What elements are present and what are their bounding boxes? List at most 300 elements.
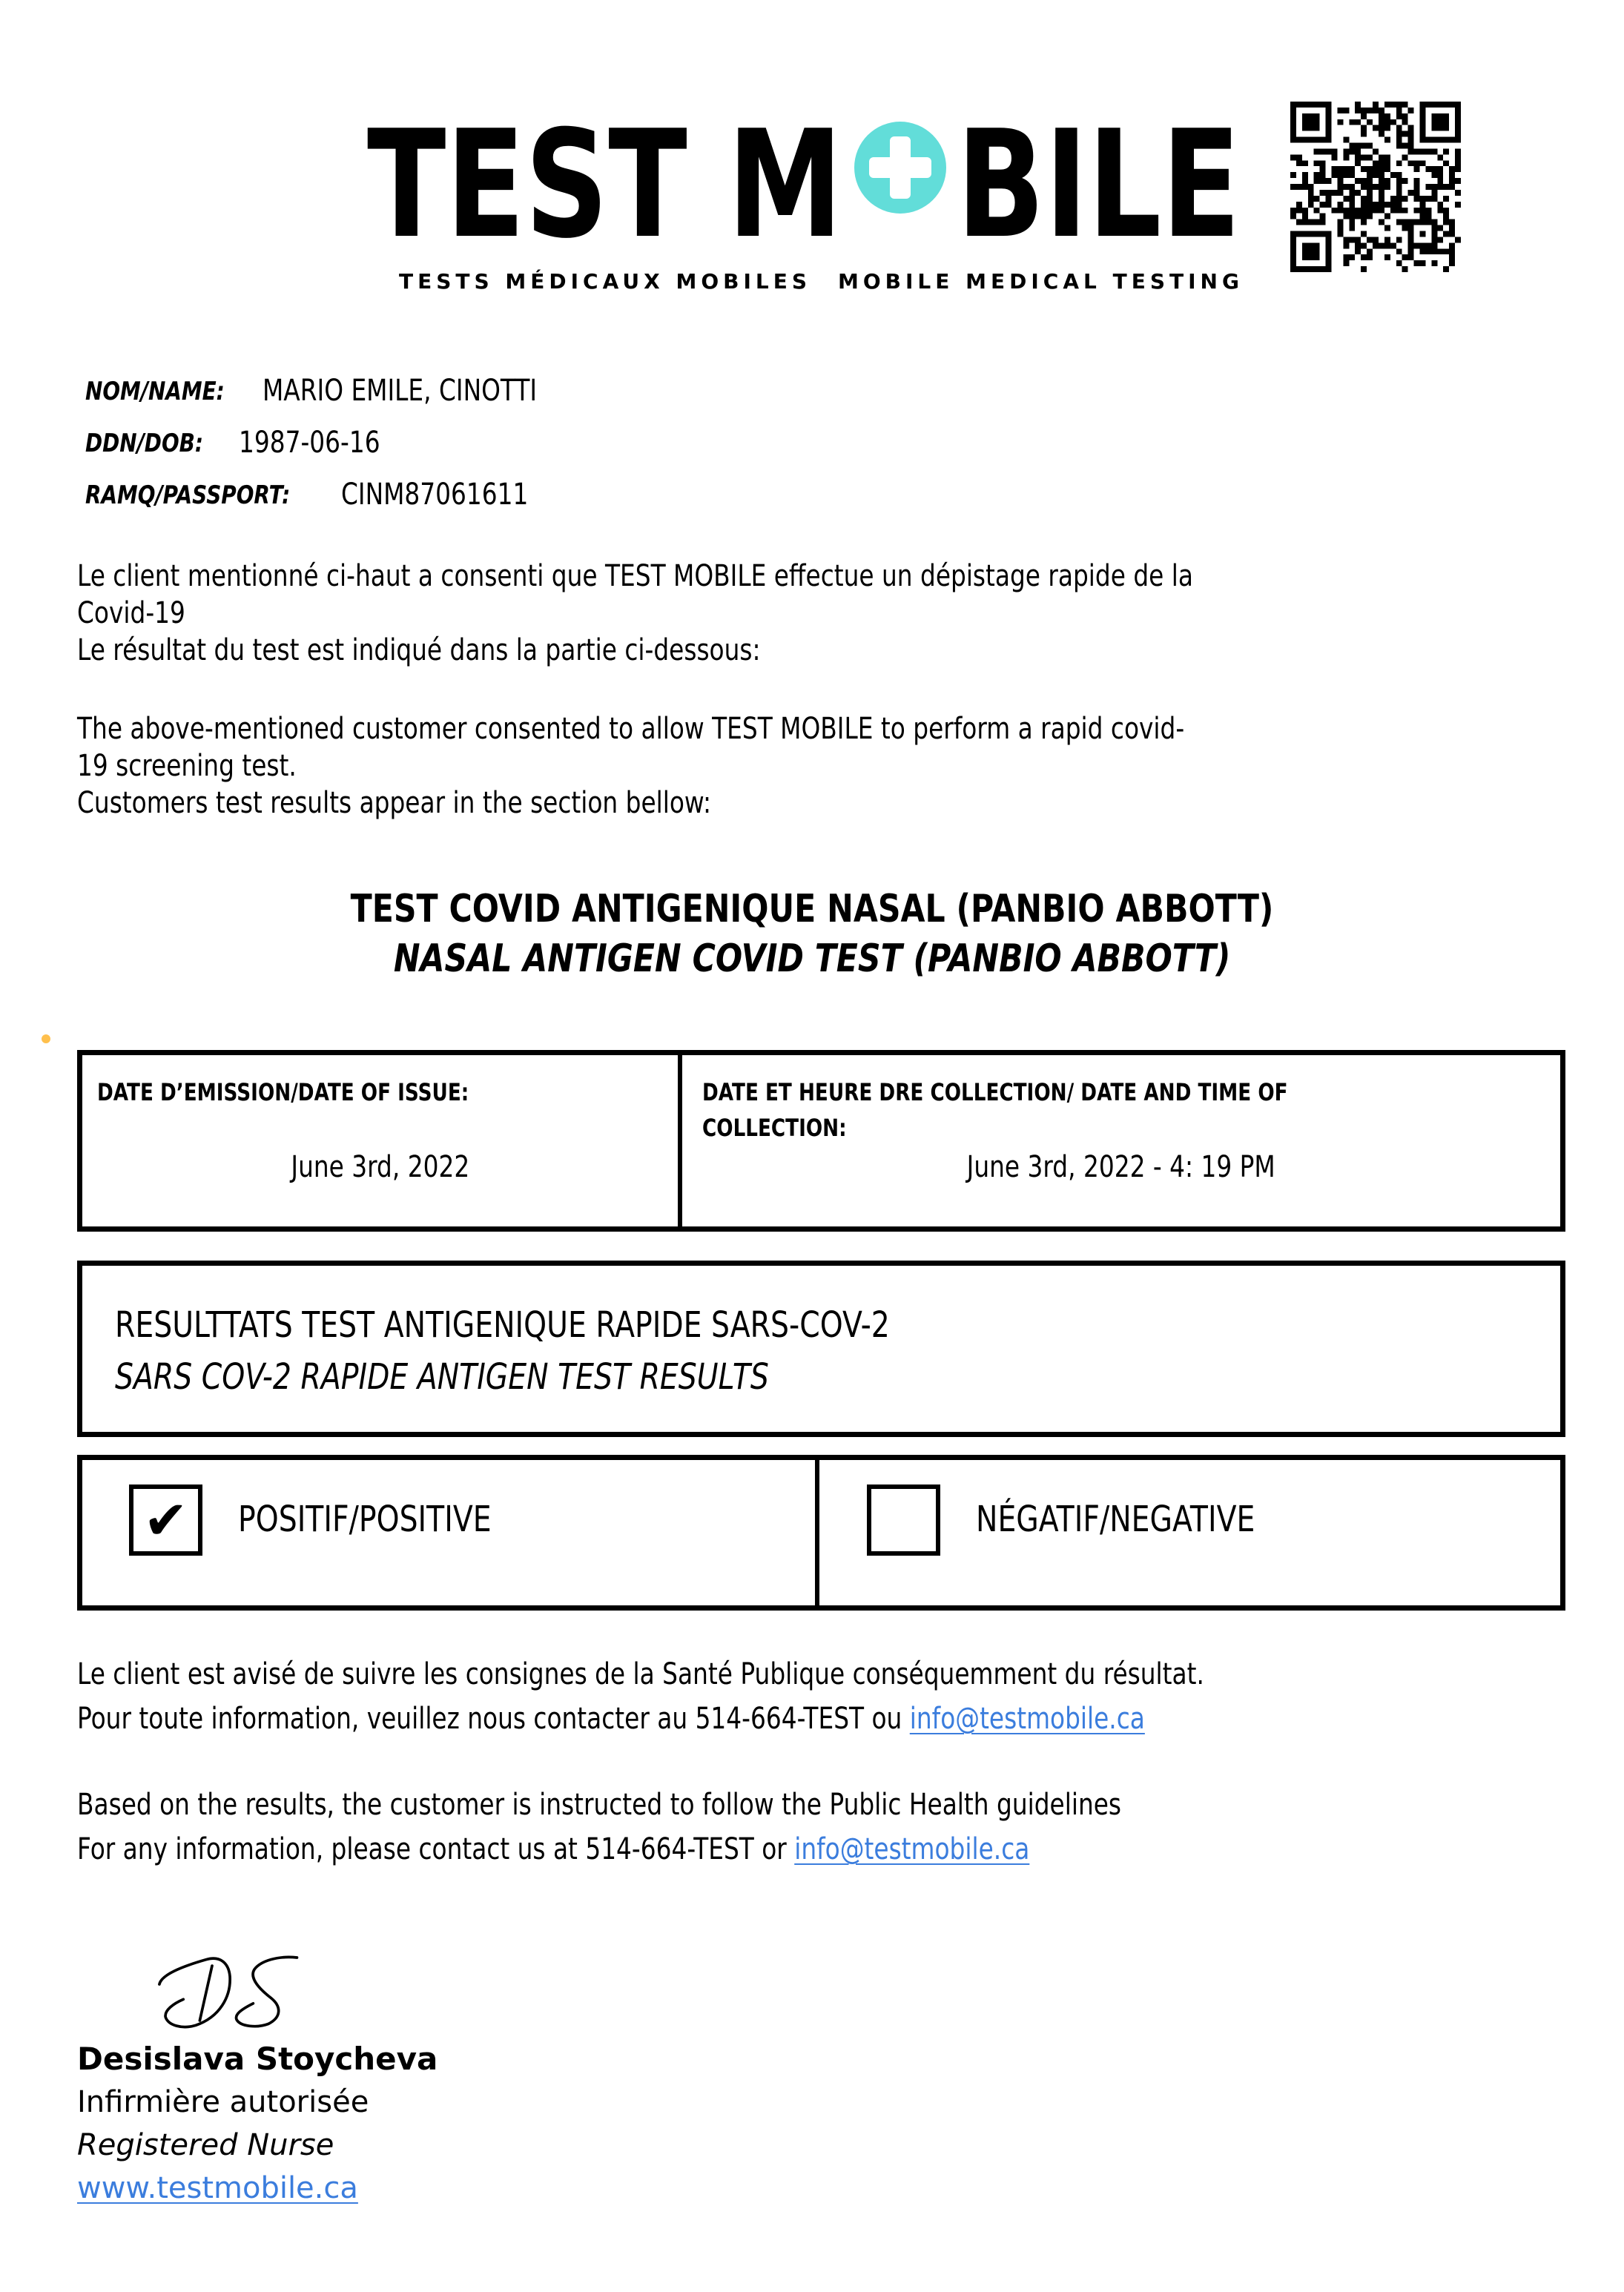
qr-module [1402, 131, 1408, 137]
qr-module [1431, 172, 1437, 178]
qr-module [1326, 190, 1332, 196]
qr-module [1314, 172, 1320, 178]
qr-module [1373, 208, 1379, 214]
qr-module [1326, 148, 1332, 154]
qr-module [1419, 248, 1425, 254]
qr-module [1419, 214, 1425, 219]
qr-module [1326, 196, 1332, 202]
qr-module [1355, 208, 1361, 214]
qr-module [1419, 160, 1425, 166]
qr-module [1455, 178, 1461, 184]
collection-date-label-line2: COLLECTION: [702, 1114, 847, 1142]
qr-module [1355, 214, 1361, 219]
qr-module [1332, 154, 1338, 160]
qr-module [1443, 184, 1449, 190]
qr-module [1425, 148, 1431, 154]
qr-module [1425, 208, 1431, 214]
qr-module [1373, 172, 1379, 178]
qr-module [1431, 248, 1437, 254]
qr-module [1425, 184, 1431, 190]
qr-module [1414, 178, 1420, 184]
qr-module [1290, 208, 1296, 214]
qr-module [1373, 237, 1379, 242]
qr-module [1449, 184, 1455, 190]
qr-module [1384, 237, 1390, 242]
qr-module [1449, 231, 1455, 237]
qr-module [1355, 119, 1361, 125]
qr-module [1296, 202, 1302, 208]
qr-module [1314, 148, 1320, 154]
qr-module [1367, 108, 1373, 113]
qr-module [1290, 214, 1296, 219]
qr-module [1379, 154, 1384, 160]
qr-module [1390, 102, 1396, 108]
collection-date-value: June 3rd, 2022 - 4: 19 PM [966, 1150, 1276, 1184]
qr-module [1361, 184, 1367, 190]
qr-module [1379, 119, 1384, 125]
qr-module [1296, 160, 1302, 166]
qr-module [1437, 208, 1443, 214]
qr-module [1320, 148, 1326, 154]
qr-module [1355, 143, 1361, 149]
qr-module [1314, 208, 1320, 214]
results-heading-box [77, 1261, 1565, 1437]
qr-module [1332, 172, 1338, 178]
qr-module [1402, 113, 1408, 119]
qr-module [1349, 196, 1355, 202]
qr-module [1296, 184, 1302, 190]
qr-module [1437, 237, 1443, 242]
qr-module [1355, 237, 1361, 242]
qr-module [1349, 190, 1355, 196]
qr-module [1431, 166, 1437, 172]
qr-module [1419, 231, 1425, 237]
qr-module [1320, 190, 1326, 196]
qr-module [1396, 143, 1402, 149]
collection-date-label: DATE ET HEURE DRE COLLECTION/ DATE AND TIME OF [702, 1078, 1288, 1106]
qr-module [1455, 202, 1461, 208]
qr-module [1396, 102, 1402, 108]
qr-module [1361, 166, 1367, 172]
consent-fr-line: Le client mentionné ci-haut a consenti que TEST MOBILE effectue un dépistage rapide de la [77, 559, 1193, 593]
qr-module [1337, 166, 1343, 172]
qr-module [1437, 178, 1443, 184]
qr-module [1396, 260, 1402, 266]
qr-module [1396, 237, 1402, 242]
qr-module [1414, 160, 1420, 166]
name-value: MARIO EMILE, CINOTTI [263, 374, 538, 408]
qr-module [1343, 148, 1349, 154]
qr-module [1361, 254, 1367, 260]
qr-module [1402, 154, 1408, 160]
results-divider [815, 1460, 819, 1605]
medical-cross-icon [853, 120, 948, 215]
qr-module [1302, 113, 1320, 131]
qr-module [1425, 214, 1431, 219]
qr-module [1402, 225, 1408, 231]
qr-module [1337, 219, 1343, 225]
qr-module [1408, 148, 1414, 154]
qr-module [1408, 125, 1414, 131]
website-link[interactable]: www.testmobile.ca [77, 2171, 358, 2205]
qr-module [1349, 208, 1355, 214]
qr-module [1455, 148, 1461, 154]
qr-module [1320, 214, 1326, 219]
qr-module [1343, 166, 1349, 172]
qr-module [1320, 219, 1326, 225]
qr-module [1349, 119, 1355, 125]
signature-icon [133, 1949, 326, 2038]
qr-module [1384, 178, 1390, 184]
qr-module [1349, 254, 1355, 260]
qr-module [1367, 208, 1373, 214]
negative-checkbox[interactable] [867, 1484, 940, 1556]
instructions-en-line1: Based on the results, the customer is instructed to follow the Public Health guidelines [77, 1788, 1122, 1822]
dob-value: 1987-06-16 [239, 426, 380, 460]
email-link-en[interactable]: info@testmobile.ca [794, 1832, 1030, 1866]
qr-module [1320, 172, 1326, 178]
qr-module [1455, 166, 1461, 172]
qr-module [1396, 202, 1402, 208]
qr-module [1361, 202, 1367, 208]
qr-module [1349, 202, 1355, 208]
qr-code-icon [1290, 102, 1461, 272]
qr-module [1408, 248, 1414, 254]
qr-module [1361, 125, 1367, 131]
qr-module [1384, 119, 1390, 125]
qr-module [1343, 254, 1349, 260]
qr-module [1414, 166, 1420, 172]
qr-module [1402, 143, 1408, 149]
qr-module [1373, 125, 1379, 131]
qr-module [1296, 208, 1302, 214]
qr-module [1396, 108, 1402, 113]
qr-module [1379, 202, 1384, 208]
instructions-en [77, 1783, 1350, 1872]
qr-module [1379, 172, 1384, 178]
qr-module [1449, 219, 1455, 225]
qr-module [1367, 237, 1373, 242]
qr-module [1367, 178, 1373, 184]
qr-module [1379, 166, 1384, 172]
qr-module [1343, 237, 1349, 242]
qr-module [1343, 108, 1349, 113]
qr-module [1408, 143, 1414, 149]
qr-module [1320, 166, 1326, 172]
qr-module [1449, 248, 1455, 254]
dates-divider [678, 1055, 682, 1226]
qr-module [1396, 196, 1402, 202]
qr-module [1373, 102, 1379, 108]
qr-module [1302, 214, 1308, 219]
qr-module [1302, 178, 1308, 184]
dob-label: DDN/DOB: [85, 429, 204, 458]
qr-module [1355, 178, 1361, 184]
test-title-fr: TEST COVID ANTIGENIQUE NASAL (PANBIO ABBOTT) [350, 887, 1274, 931]
qr-module [1408, 160, 1414, 166]
qr-module [1443, 148, 1449, 154]
qr-module [1379, 113, 1384, 119]
qr-module [1402, 208, 1408, 214]
positive-label: POSITIF/POSITIVE [238, 1499, 492, 1540]
qr-module [1361, 214, 1367, 219]
qr-module [1419, 208, 1425, 214]
qr-module [1437, 154, 1443, 160]
issue-date-label: DATE D’EMISSION/DATE OF ISSUE: [97, 1078, 469, 1106]
qr-module [1396, 208, 1402, 214]
qr-module [1308, 202, 1314, 208]
logo-tagline-fr: TESTS MÉDICAUX MOBILES [399, 269, 812, 294]
qr-module [1326, 202, 1332, 208]
qr-module [1367, 166, 1373, 172]
qr-module [1343, 184, 1349, 190]
qr-module [1449, 260, 1455, 266]
id-value: CINM87061611 [341, 478, 529, 512]
dates-table [77, 1050, 1565, 1232]
qr-module [1367, 214, 1373, 219]
qr-module [1343, 260, 1349, 266]
qr-module [1414, 148, 1420, 154]
consent-fr-line: Covid-19 [77, 596, 185, 630]
qr-module [1396, 160, 1402, 166]
qr-module [1443, 231, 1449, 237]
qr-module [1355, 154, 1361, 160]
qr-module [1337, 119, 1343, 125]
marker-dot [42, 1034, 50, 1043]
qr-module [1337, 225, 1343, 231]
qr-module [1402, 219, 1408, 225]
qr-module [1437, 172, 1443, 178]
qr-module [1437, 202, 1443, 208]
qr-module [1361, 231, 1367, 237]
qr-module [1361, 154, 1367, 160]
qr-module [1361, 219, 1367, 225]
qr-module [1314, 160, 1320, 166]
qr-module [1396, 190, 1402, 196]
qr-module [1320, 178, 1326, 184]
qr-module [1332, 166, 1338, 172]
qr-module [1431, 113, 1449, 131]
instructions-fr-line2: Pour toute information, veuillez nous contacter au 514-664-TEST ou [77, 1702, 910, 1736]
qr-module [1373, 160, 1379, 166]
qr-module [1302, 160, 1308, 166]
qr-module [1308, 219, 1314, 225]
qr-module [1361, 143, 1367, 149]
consent-en-line: Customers test results appear in the section bellow: [77, 786, 712, 820]
qr-module [1396, 219, 1402, 225]
qr-module [1296, 154, 1302, 160]
email-link-fr[interactable]: info@testmobile.ca [909, 1702, 1145, 1736]
qr-module [1367, 154, 1373, 160]
qr-module [1379, 196, 1384, 202]
qr-module [1455, 154, 1461, 160]
signer-title-en: Registered Nurse [77, 2128, 334, 2162]
qr-module [1349, 148, 1355, 154]
qr-module [1437, 248, 1443, 254]
qr-module [1355, 102, 1361, 108]
id-label: RAMQ/PASSPORT: [85, 480, 291, 510]
signer-name: Desislava Stoycheva [77, 2041, 438, 2077]
qr-module [1379, 125, 1384, 131]
qr-module [1355, 248, 1361, 254]
qr-module [1455, 237, 1461, 242]
issue-date-value: June 3rd, 2022 [291, 1150, 469, 1184]
logo-word-left: TEST M [367, 99, 843, 271]
check-mark-icon: ✔ [143, 1489, 188, 1551]
qr-module [1367, 202, 1373, 208]
qr-module [1343, 214, 1349, 219]
qr-module [1361, 108, 1367, 113]
signer-title-fr: Infirmière autorisée [77, 2085, 369, 2119]
qr-module [1349, 166, 1355, 172]
qr-module [1314, 219, 1320, 225]
qr-module [1314, 196, 1320, 202]
qr-module [1349, 219, 1355, 225]
qr-module [1408, 131, 1414, 137]
logo-tagline-en: MOBILE MEDICAL TESTING [838, 269, 1244, 294]
qr-module [1384, 242, 1390, 248]
qr-module [1402, 266, 1408, 272]
qr-module [1343, 196, 1349, 202]
qr-module [1361, 208, 1367, 214]
qr-module [1414, 184, 1420, 190]
qr-module [1355, 148, 1361, 154]
consent-en [77, 710, 1427, 822]
qr-module [1308, 184, 1314, 190]
qr-module [1361, 266, 1367, 272]
qr-module [1379, 160, 1384, 166]
qr-module [1449, 254, 1455, 260]
qr-module [1390, 172, 1396, 178]
qr-module [1396, 248, 1402, 254]
qr-module [1361, 131, 1367, 137]
qr-module [1379, 242, 1384, 248]
qr-module [1343, 172, 1349, 178]
qr-module [1443, 266, 1449, 272]
name-label: NOM/NAME: [85, 377, 225, 406]
qr-module [1390, 242, 1396, 248]
qr-module [1431, 190, 1437, 196]
qr-module [1367, 196, 1373, 202]
instructions-en-line2: For any information, please contact us at 514-664-TEST or [77, 1832, 795, 1866]
qr-module [1373, 184, 1379, 190]
qr-module [1349, 214, 1355, 219]
qr-module [1384, 154, 1390, 160]
qr-module [1443, 248, 1449, 254]
qr-module [1384, 184, 1390, 190]
qr-module [1396, 137, 1402, 143]
qr-module [1349, 237, 1355, 242]
qr-module [1320, 160, 1326, 166]
qr-module [1449, 166, 1455, 172]
qr-module [1355, 242, 1361, 248]
qr-module [1355, 160, 1361, 166]
positive-checkbox[interactable] [129, 1484, 202, 1556]
qr-module [1379, 184, 1384, 190]
qr-module [1402, 102, 1408, 108]
qr-module [1384, 113, 1390, 119]
qr-module [1384, 137, 1390, 143]
qr-module [1373, 108, 1379, 113]
negative-label: NÉGATIF/NEGATIVE [976, 1499, 1255, 1540]
qr-module [1367, 184, 1373, 190]
qr-module [1396, 172, 1402, 178]
qr-module [1402, 196, 1408, 202]
qr-module [1390, 119, 1396, 125]
qr-module [1443, 214, 1449, 219]
instructions-fr [77, 1652, 1452, 1741]
consent-en-line: 19 screening test. [77, 749, 297, 783]
qr-module [1437, 166, 1443, 172]
qr-module [1408, 137, 1414, 143]
qr-module [1379, 219, 1384, 225]
qr-module [1408, 190, 1414, 196]
qr-module [1361, 242, 1367, 248]
qr-module [1419, 260, 1425, 266]
results-options-box [77, 1455, 1565, 1611]
qr-module [1290, 184, 1296, 190]
qr-module [1343, 208, 1349, 214]
patient-dob-row [85, 429, 229, 458]
qr-module [1396, 131, 1402, 137]
qr-module [1337, 108, 1343, 113]
qr-module [1449, 225, 1455, 231]
qr-module [1443, 196, 1449, 202]
consent-en-line: The above-mentioned customer consented to allow TEST MOBILE to perform a rapid covid- [77, 712, 1185, 746]
results-heading-fr: RESULTTATS TEST ANTIGENIQUE RAPIDE SARS-COV-2 [115, 1304, 890, 1346]
qr-module [1349, 184, 1355, 190]
qr-module [1337, 231, 1343, 237]
consent-fr-line: Le résultat du test est indiqué dans la partie ci-dessous: [77, 633, 761, 667]
qr-module [1431, 196, 1437, 202]
qr-module [1390, 208, 1396, 214]
qr-module [1379, 178, 1384, 184]
qr-module [1384, 102, 1390, 108]
qr-module [1414, 196, 1420, 202]
qr-module [1414, 208, 1420, 214]
qr-module [1296, 219, 1302, 225]
qr-module [1332, 148, 1338, 154]
qr-module [1308, 196, 1314, 202]
qr-module [1343, 154, 1349, 160]
qr-module [1425, 166, 1431, 172]
qr-module [1373, 242, 1379, 248]
qr-module [1396, 184, 1402, 190]
qr-module [1425, 248, 1431, 254]
qr-module [1332, 190, 1338, 196]
qr-module [1373, 148, 1379, 154]
qr-module [1443, 219, 1449, 225]
qr-module [1402, 254, 1408, 260]
qr-module [1290, 154, 1296, 160]
qr-module [1367, 248, 1373, 254]
qr-module [1302, 208, 1308, 214]
qr-module [1396, 125, 1402, 131]
qr-module [1361, 178, 1367, 184]
qr-module [1384, 166, 1390, 172]
qr-module [1384, 202, 1390, 208]
qr-module [1384, 214, 1390, 219]
logo-word-right: BILE [957, 99, 1241, 271]
qr-module [1361, 196, 1367, 202]
qr-module [1396, 178, 1402, 184]
qr-module [1290, 172, 1296, 178]
qr-module [1320, 202, 1326, 208]
qr-module [1425, 196, 1431, 202]
qr-module [1314, 178, 1320, 184]
qr-module [1337, 184, 1343, 190]
qr-module [1384, 125, 1390, 131]
